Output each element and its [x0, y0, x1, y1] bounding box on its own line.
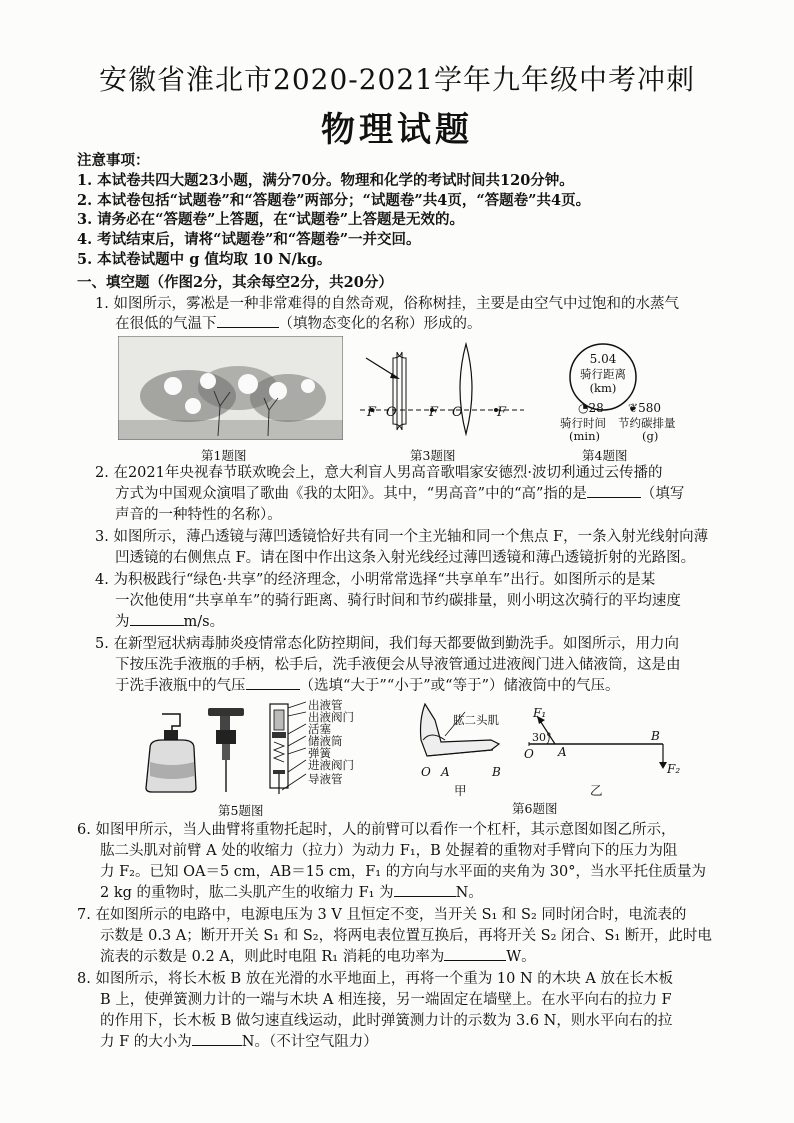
- soap-dispenser-figure: [140, 696, 310, 796]
- fig6-caption: 第6题图: [512, 801, 558, 816]
- fig6-jia-label: 甲: [454, 783, 467, 798]
- ride-distance-unit: (km): [589, 381, 617, 395]
- fig4-caption: 第4题图: [582, 448, 628, 463]
- carbon-value: ❦580: [628, 401, 661, 415]
- fig5-caption: 第5题图: [218, 803, 264, 818]
- exam-subject: 物理试题: [321, 110, 473, 150]
- q3-line2: 凹透镜的右侧焦点 F。请在图中作出这条入射光线经过薄凹透镜和薄凸透镜折射的光路图。: [115, 550, 696, 566]
- lever-label-angle: 30°: [532, 731, 552, 744]
- q5-line1: 5. 在新型冠状病毒肺炎疫情常态化防控期间，我们每天都要做到勤洗手。如图所示，用力向: [95, 636, 679, 652]
- q1-line2: 在很低的气温下 （填物态变化的名称）形成的。: [115, 313, 482, 335]
- lever-label-f1: F₁: [533, 706, 547, 720]
- q4-line1: 4. 为积极践行“绿色·共享”的经济理念，小明常常选择“共享单车”出行。如图所示的是某: [95, 572, 656, 588]
- lever-label-b: B: [651, 729, 660, 743]
- answer-blank-q1[interactable]: [217, 313, 279, 328]
- exam-title: 安徽省淮北市2020-2021学年九年级中考冲刺: [99, 63, 695, 96]
- lever-label-o: O: [524, 747, 534, 761]
- lens-label-o-right: O: [452, 405, 463, 420]
- answer-blank-q6[interactable]: [394, 882, 456, 897]
- arm-label-o: O: [421, 765, 431, 779]
- part-label-outlet-tube: 出液管: [308, 698, 343, 712]
- q8-line2: B 上，使弹簧测力计的一端与木块 A 相连接，另一端固定在墙壁上。在水平向右的拉力 F: [100, 992, 672, 1008]
- q7-line1: 7. 在如图所示的电路中，电源电压为 3 V 且恒定不变，当开关 S₁ 和 S₂ 同时闭合时，电流表的: [77, 907, 687, 923]
- notice-item-3: 3. 请务必在“答题卷”上答题，在“试题卷”上答题是无效的。: [77, 211, 465, 228]
- ride-distance-label: 骑行距离: [580, 367, 626, 381]
- q6-line1: 6. 如图甲所示，当人曲臂将重物托起时，人的前臂可以看作一个杠杆，其示意图如图乙所示，: [77, 822, 676, 838]
- q6-line3: 力 F₂。已知 OA＝5 cm，AB＝15 cm，F₁ 的方向与水平面的夹角为 30°，当水平托住质量为: [100, 864, 707, 880]
- q8-line1: 8. 如图所示，将长木板 B 放在光滑的水平地面上，再将一个重为 10 N 的木块 A 放在长木板: [77, 971, 673, 987]
- rime-photo: [118, 336, 343, 440]
- q5-line2: 下按压洗手液瓶的手柄，松手后，洗手液便会从导液管通过进液阀门进入储液筒，这是由: [115, 657, 681, 673]
- part-label-guide-tube: 导液管: [308, 772, 343, 786]
- section-heading: 一、填空题（作图2分，其余每空2分，共20分）: [77, 274, 393, 291]
- fig6-yi-label: 乙: [590, 783, 603, 798]
- q7-line2: 示数是 0.3 A；断开开关 S₁ 和 S₂，将两电表位置互换后，再将开关 S₂ 闭合、S₁ 断开，此时电: [100, 928, 712, 944]
- muscle-label: 肱二头肌: [453, 713, 499, 727]
- part-label-outlet-valve: 出液阀门: [308, 710, 354, 724]
- q7-line3: 流表的示数是 0.2 A，则此时电阻 R₁ 消耗的电功率为 W。: [100, 946, 536, 968]
- lens-label-f-left: F: [367, 405, 377, 420]
- q6-line4: 2 kg 的重物时，肱二头肌产生的收缩力 F₁ 为 N。: [100, 882, 483, 904]
- arm-label-b: B: [492, 765, 501, 779]
- lever-label-f2: F₂: [667, 762, 681, 776]
- carbon-unit: (g): [642, 429, 659, 443]
- answer-blank-q4[interactable]: [130, 611, 184, 626]
- ride-time-label: 骑行时间: [560, 416, 606, 430]
- q6-line2: 肱二头肌对前臂 A 处的收缩力（拉力）为动力 F₁，B 处握着的重物对手臂向下的压力为阻: [100, 843, 678, 859]
- q5-line3: 于洗手液瓶中的气压 （选填“大于”“小于”或“等于”）储液筒中的气压。: [115, 675, 619, 697]
- ride-distance-value: 5.04: [589, 352, 617, 366]
- lever-label-a: A: [558, 745, 567, 759]
- q8-line4: 力 F 的大小为 N。（不计空气阻力）: [100, 1031, 378, 1053]
- answer-blank-q7[interactable]: [444, 946, 506, 961]
- ride-time-unit: (min): [569, 429, 600, 443]
- lens-label-f-mid: F: [429, 405, 439, 420]
- notice-item-1: 1. 本试卷共四大题23小题，满分70分。物理和化学的考试时间共120分钟。: [77, 172, 574, 189]
- leaf-icon: ❦: [628, 401, 639, 415]
- part-label-piston: 活塞: [308, 722, 331, 736]
- q1-line1: 1. 如图所示，雾凇是一种非常难得的自然奇观，俗称树挂，主要是由空气中过饱和的水蒸气: [95, 296, 679, 312]
- part-label-spring: 弹簧: [308, 746, 331, 760]
- notice-heading: 注意事项：: [77, 152, 150, 169]
- lens-label-f-right: F: [497, 405, 507, 420]
- ride-time-value: ◔28: [578, 401, 604, 415]
- q3-line1: 3. 如图所示，薄凸透镜与薄凹透镜恰好共有同一个主光轴和同一个焦点 F，一条入射光线射向薄: [95, 529, 709, 545]
- fig1-caption: 第1题图: [201, 448, 247, 463]
- part-label-inlet-valve: 进液阀门: [308, 758, 354, 772]
- q4-line2: 一次他使用“共享单车”的骑行距离、骑行时间和节约碳排量，则小明这次骑行的平均速度: [115, 593, 681, 609]
- answer-blank-q2[interactable]: [587, 483, 641, 498]
- answer-blank-q5[interactable]: [246, 675, 300, 690]
- notice-item-5: 5. 本试卷试题中 g 值均取 10 N/kg。: [77, 251, 332, 268]
- arm-label-a: A: [441, 765, 450, 779]
- answer-blank-q8[interactable]: [192, 1031, 242, 1046]
- q2-line2: 方式为中国观众演唱了歌曲《我的太阳》。其中，“男高音”中的“高”指的是 （填写: [115, 483, 684, 505]
- q8-line3: 的作用下，长木板 B 做匀速直线运动，此时弹簧测力计的示数为 3.6 N，则水平向右的拉: [100, 1013, 673, 1029]
- notice-item-4: 4. 考试结束后，请将“试题卷”和“答题卷”一并交回。: [77, 231, 421, 248]
- lens-label-o-left: O: [386, 405, 397, 420]
- q2-line1: 2. 在2021年央视春节联欢晚会上，意大利盲人男高音歌唱家安德烈·波切利通过云传播的: [95, 465, 663, 481]
- notice-item-2: 2. 本试卷包括“试题卷”和“答题卷”两部分；“试题卷”共4页，“答题卷”共4页。: [77, 192, 591, 209]
- q4-line3: 为 m/s。: [115, 611, 224, 633]
- carbon-label: 节约碳排量: [618, 416, 676, 430]
- clock-icon: ◔: [578, 401, 589, 415]
- part-label-cylinder: 储液筒: [308, 734, 343, 748]
- fig3-caption: 第3题图: [410, 448, 456, 463]
- q2-line3: 声音的一种特性的名称）。: [115, 507, 282, 523]
